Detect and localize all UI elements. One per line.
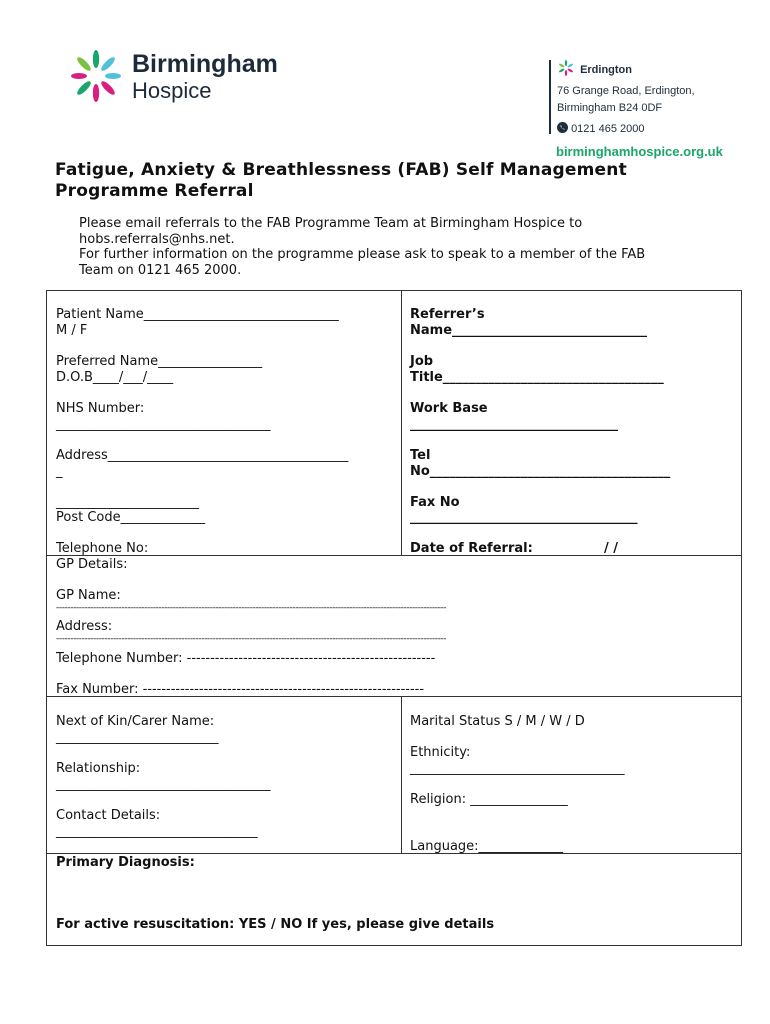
website-link[interactable]: birminghamhospice.org.uk	[556, 144, 723, 159]
gp-fax-field[interactable]: Fax Number: ------------------------------------------------------------	[56, 682, 425, 697]
logo-text-birmingham: Birmingham	[132, 50, 278, 78]
resuscitation-field[interactable]: For active resuscitation: YES / NO If yes, please give details	[56, 917, 495, 932]
logo-text-hospice: Hospice	[132, 78, 212, 103]
date-of-referral-label: Date of Referral:	[410, 541, 533, 556]
work-base-label: Work Base	[410, 401, 488, 416]
phone-line: 0121 465 2000	[557, 121, 695, 138]
page-title: Fatigue, Anxiety & Breathlessness (FAB) Self Management Programme Referral	[55, 160, 627, 201]
tel-field[interactable]: No_____________________________________	[410, 464, 671, 479]
patient-name-field[interactable]: Patient Name______________________________	[56, 307, 339, 322]
patient-sex-field[interactable]: M / F	[56, 323, 88, 338]
postcode-field[interactable]: Post Code_____________	[56, 510, 206, 525]
relationship-field[interactable]: _________________________________	[56, 777, 271, 792]
intro-line-3: For further information on the programme please ask to speak to a member of the FAB	[79, 247, 646, 262]
gp-address-dashes: -----------------------------------------------------------------------------------------------------------------------------------------	[56, 634, 447, 644]
row-divider-diagnosis	[47, 853, 741, 854]
intro-line-2: hobs.referrals@nhs.net.	[79, 231, 235, 247]
telephone-field[interactable]: Telephone No:	[56, 541, 149, 556]
referrer-name-field[interactable]: Name______________________________	[410, 323, 648, 338]
gp-name-dashes: -----------------------------------------------------------------------------------------------------------------------------------------	[56, 603, 447, 613]
date-of-referral-field[interactable]: / /	[604, 541, 619, 556]
contact-block	[557, 60, 695, 138]
contact-details-field[interactable]: _______________________________	[56, 824, 258, 839]
column-divider-kin	[401, 696, 402, 853]
primary-diagnosis-field[interactable]: Primary Diagnosis:	[56, 855, 195, 870]
intro-text	[79, 216, 719, 278]
address-line-2: Birmingham B24 0DF	[557, 102, 663, 114]
ethnicity-field[interactable]: _________________________________	[410, 761, 625, 776]
nhs-number-field[interactable]: _________________________________	[56, 417, 271, 432]
phone-icon	[557, 122, 568, 133]
fax-label: Fax No	[410, 495, 460, 510]
job-title-field[interactable]: Title__________________________________	[410, 370, 664, 385]
contact-details-label: Contact Details:	[56, 808, 161, 823]
gp-address-field[interactable]: Address:	[56, 619, 113, 634]
marital-status-field[interactable]: Marital Status S / M / W / D	[410, 714, 585, 729]
gp-name-field[interactable]: GP Name:	[56, 588, 121, 603]
address-line-1: 76 Grange Road, Erdington,	[557, 85, 695, 97]
column-divider-top	[401, 291, 402, 555]
fax-field[interactable]: ___________________________________	[410, 510, 638, 525]
nhs-number-label: NHS Number:	[56, 401, 145, 416]
address-field[interactable]: Address_____________________________________	[56, 448, 349, 463]
preferred-name-field[interactable]: Preferred Name________________	[56, 354, 263, 369]
contact-divider	[549, 60, 551, 134]
referrer-name-label: Referrer’s	[410, 307, 485, 322]
site-name: Erdington	[557, 60, 695, 79]
gp-telephone-field[interactable]: Telephone Number: -----------------------------------------------------	[56, 651, 436, 666]
intro-line-4: Team on 0121 465 2000.	[79, 262, 242, 278]
ethnicity-label: Ethnicity:	[410, 745, 471, 760]
religion-field[interactable]: Religion: _______________	[410, 792, 568, 807]
job-title-label: Job	[410, 354, 434, 369]
row-divider-gp	[47, 555, 741, 556]
tel-label: Tel	[410, 448, 431, 463]
intro-line-1: Please email referrals to the FAB Programme Team at Birmingham Hospice to	[79, 216, 583, 231]
next-of-kin-field[interactable]: _________________________	[56, 730, 219, 745]
address-field-line-2[interactable]: ______________________	[56, 495, 199, 510]
relationship-label: Relationship:	[56, 761, 141, 776]
dob-field[interactable]: D.O.B____/___/____	[56, 370, 174, 385]
small-flower-icon	[557, 60, 577, 76]
referral-form-table	[46, 290, 742, 946]
address-field-continuation[interactable]: _	[56, 464, 63, 479]
language-field[interactable]: Language:_____________	[410, 839, 564, 854]
next-of-kin-label: Next of Kin/Carer Name:	[56, 714, 215, 729]
gp-details-label: GP Details:	[56, 557, 128, 572]
work-base-field[interactable]: ________________________________	[410, 417, 618, 432]
hospice-logo	[66, 48, 306, 108]
flower-logo-icon	[66, 48, 128, 104]
